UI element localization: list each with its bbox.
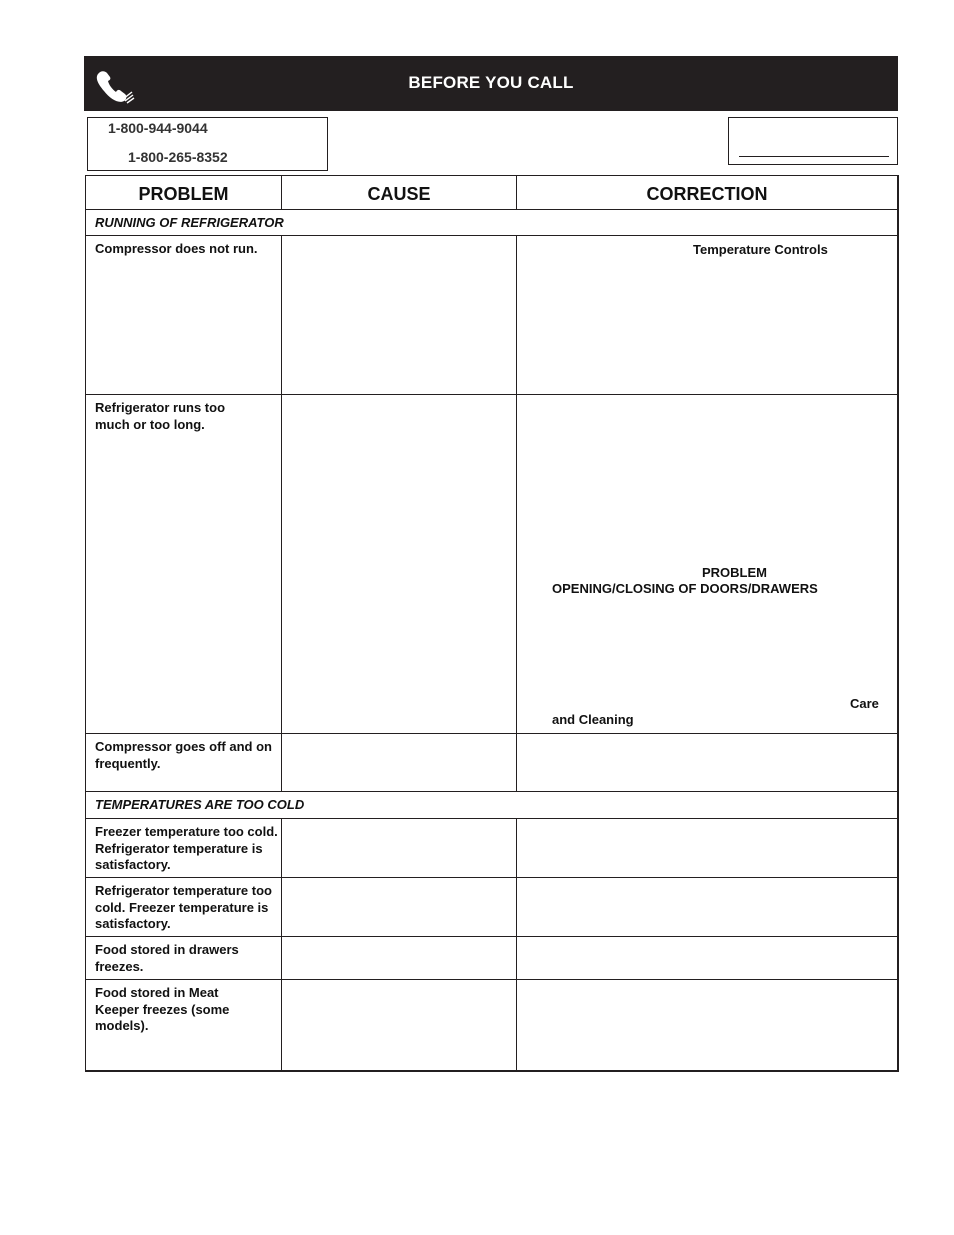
row-divider [86,235,897,236]
problem-cell: Food stored in drawers freezes. [95,942,239,974]
column-divider [281,235,282,791]
column-divider [281,818,282,1070]
row-divider [86,877,897,878]
correction-reference: PROBLEM [702,565,767,580]
header-bar [84,56,898,111]
row-divider [86,936,897,937]
column-divider [516,818,517,1070]
row-divider [86,394,897,395]
problem-cell: Compressor does not run. [95,241,258,256]
problem-cell: Food stored in Meat Keeper freezes (some models). [95,985,230,1033]
correction-reference: Temperature Controls [693,242,828,257]
section-title: RUNNING OF REFRIGERATOR [95,215,284,230]
column-header-problem: PROBLEM [138,184,229,204]
column-divider [516,176,517,209]
model-number-line [739,156,889,157]
correction-reference: Care [850,696,879,711]
row-divider [86,818,897,819]
phone-number-us: 1-800-944-9044 [108,120,208,136]
correction-reference: OPENING/CLOSING OF DOORS/DRAWERS [552,581,818,596]
phone-number-box [87,117,328,171]
row-divider [86,979,897,980]
row-divider [86,733,897,734]
column-header-correction: CORRECTION [646,184,768,204]
problem-cell: Refrigerator temperature too cold. Freezer temperature is satisfactory. [95,883,272,931]
column-header-cause: CAUSE [367,184,431,204]
troubleshooting-table [85,175,899,1072]
model-number-box [728,117,898,165]
section-title: TEMPERATURES ARE TOO COLD [95,797,305,812]
phone-icon [92,66,136,104]
problem-cell: Refrigerator runs too much or too long. [95,400,226,432]
row-divider [86,791,897,792]
phone-number-canada: 1-800-265-8352 [128,149,228,165]
row-divider [86,209,897,210]
correction-reference: and Cleaning [552,712,634,727]
problem-cell: Freezer temperature too cold. Refrigerator temperature is satisfactory. [95,824,278,872]
column-divider [516,235,517,791]
column-divider [281,176,282,209]
problem-cell: Compressor goes off and on frequently. [95,739,272,771]
page-title: BEFORE YOU CALL [408,73,574,92]
